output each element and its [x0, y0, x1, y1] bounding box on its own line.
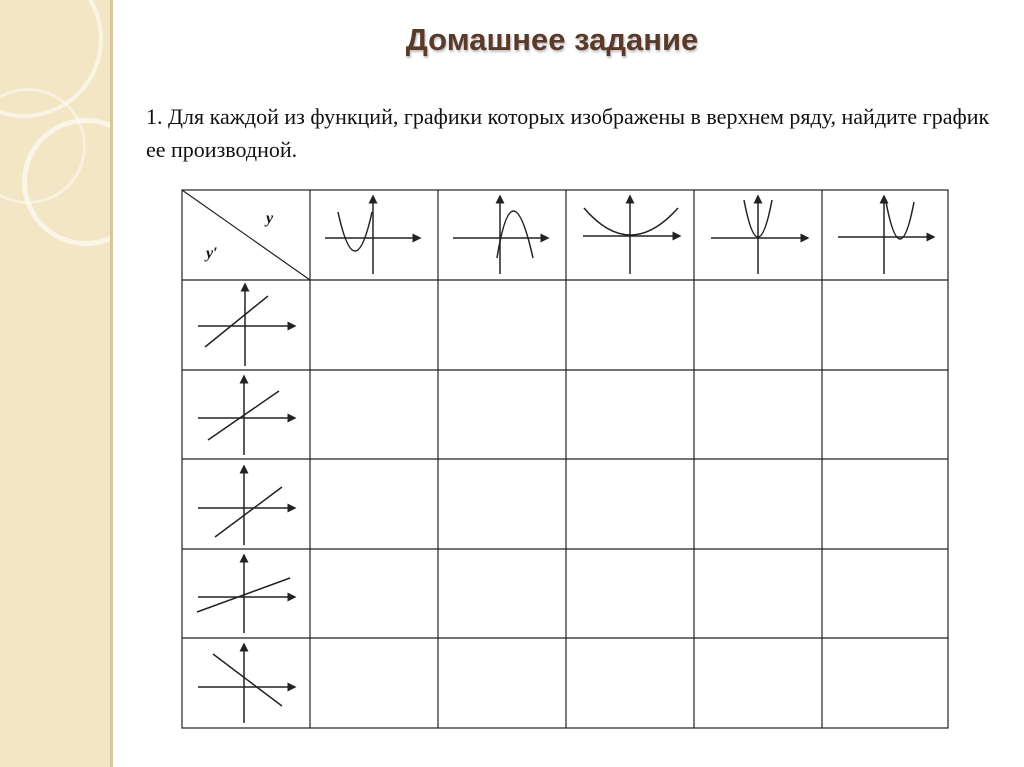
header-label-y: y: [266, 210, 274, 227]
header-label-yprime: y′: [206, 245, 218, 262]
row-graph-5: [198, 644, 295, 723]
row-graph-2: [198, 376, 295, 455]
page-title: Домашнее задание: [405, 22, 699, 57]
column-graph-2: [453, 196, 548, 274]
line-graph-icon: [213, 654, 282, 706]
row-graph-3: [198, 466, 295, 545]
parabola-down-icon: [497, 211, 533, 258]
header-diagonal: [182, 190, 310, 280]
parabola-up-left-icon: [338, 212, 372, 251]
line-graph-icon: [205, 296, 268, 347]
wide-parabola-icon: [584, 208, 678, 235]
column-graph-3: [583, 196, 680, 274]
task-text: 1. Для каждой из функций, графики которых изображены в верхнем ряду, найдите график ее производной.: [146, 104, 990, 162]
parabola-up-right-icon: [886, 202, 914, 239]
row-graph-4: [197, 555, 295, 633]
column-graph-1: [325, 196, 420, 274]
table-grid: [182, 190, 948, 728]
column-graph-4: [711, 196, 808, 274]
line-graph-icon: [215, 487, 282, 537]
column-graph-5: [838, 196, 934, 274]
row-graph-1: [198, 284, 295, 366]
